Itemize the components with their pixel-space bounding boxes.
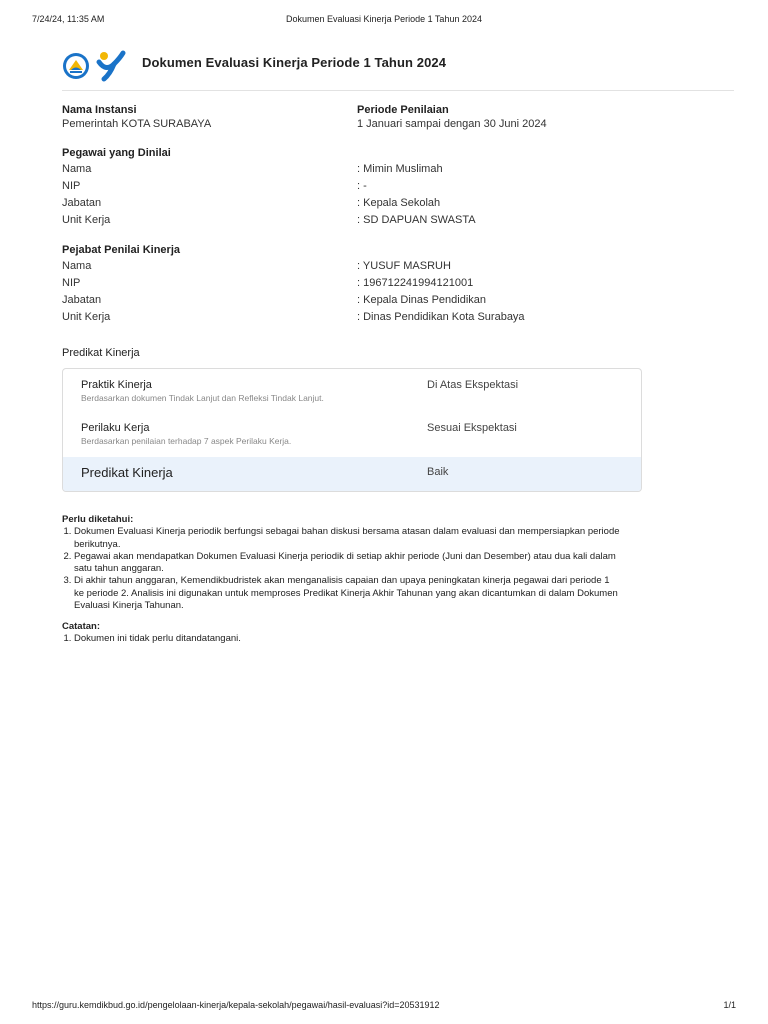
pegawai-key: Jabatan: [62, 197, 102, 209]
catatan-section: [62, 621, 622, 646]
instansi-periode-section: [62, 104, 712, 132]
document-header: [62, 48, 734, 91]
catatan-list: [62, 633, 622, 645]
pejabat-value: : YUSUF MASRUH: [357, 260, 451, 272]
pejabat-row-jabatan: [62, 294, 712, 311]
periode-value: 1 Januari sampai dengan 30 Juni 2024: [357, 118, 547, 130]
pejabat-key: Unit Kerja: [62, 311, 111, 323]
pegawai-title: Pegawai yang Dinilai: [62, 147, 171, 159]
list-item: 1. Dokumen ini tidak perlu ditandatangani.: [74, 633, 622, 645]
pejabat-value: : Dinas Pendidikan Kota Surabaya: [357, 311, 525, 323]
list-item: 3. Di akhir tahun anggaran, Kemendikbudristek akan menganalisis capaian dan upaya peningkatan kinerja pegawai dari periode 1 ke periode 2. Analisis ini digunakan untuk memproses Predikat Kinerja Akhir Tahunan yang akan dicantumkan di dalam Dokumen Evaluasi Kinerja Tahunan.: [74, 575, 622, 612]
tut-wuri-handayani-logo: [62, 52, 90, 80]
pegawai-row-unit-kerja: [62, 214, 712, 231]
pegawai-key: Unit Kerja: [62, 214, 111, 226]
instansi-value: Pemerintah KOTA SURABAYA: [62, 118, 212, 130]
pejabat-row-unit-kerja: [62, 311, 712, 328]
pegawai-value: : Kepala Sekolah: [357, 197, 441, 209]
predikat-item-result: Di Atas Ekspektasi: [427, 379, 519, 391]
catatan-title: Catatan:: [62, 621, 101, 632]
pegawai-section: [62, 147, 712, 231]
predikat-total-row: [63, 457, 641, 491]
predikat-total-name: Predikat Kinerja: [81, 465, 173, 480]
notes-list: [62, 526, 622, 612]
predikat-card: [62, 368, 642, 492]
predikat-item-perilaku: [81, 422, 641, 446]
perlu-diketahui-section: [62, 514, 622, 612]
periode-label: Periode Penilaian: [357, 104, 449, 116]
pejabat-row-nama: [62, 260, 712, 277]
predikat-item-result: Sesuai Ekspektasi: [427, 422, 517, 434]
predikat-item-name: Perilaku Kerja: [81, 422, 150, 434]
page-url: https://guru.kemdikbud.go.id/pengelolaan-kinerja/kepala-sekolah/pegawai/hasil-evaluasi?id=20531912: [32, 1000, 440, 1010]
pejabat-section: [62, 244, 712, 328]
predikat-section-title: [62, 347, 712, 359]
pegawai-value: : -: [357, 180, 367, 192]
predikat-item-name: Praktik Kinerja: [81, 379, 152, 391]
predikat-title: Predikat Kinerja: [62, 347, 140, 359]
print-title: Dokumen Evaluasi Kinerja Periode 1 Tahun 2024: [286, 14, 482, 24]
instansi-label: Nama Instansi: [62, 104, 137, 116]
pegawai-value: : Mimin Muslimah: [357, 163, 443, 175]
pegawai-key: NIP: [62, 180, 81, 192]
list-item: 2. Pegawai akan mendapatkan Dokumen Evaluasi Kinerja periodik di setiap akhir periode (Juni dan Desember) atau dua kali dalam satu tahun anggaran.: [74, 551, 622, 576]
predikat-item-desc: Berdasarkan penilaian terhadap 7 aspek Perilaku Kerja.: [81, 436, 292, 446]
predikat-item-desc: Berdasarkan dokumen Tindak Lanjut dan Refleksi Tindak Lanjut.: [81, 393, 324, 403]
pegawai-row-nip: [62, 180, 712, 197]
predikat-total-result: Baik: [427, 466, 449, 478]
pegawai-row-nama: [62, 163, 712, 180]
pejabat-key: Nama: [62, 260, 92, 272]
pejabat-key: Jabatan: [62, 294, 102, 306]
pejabat-title: Pejabat Penilai Kinerja: [62, 244, 180, 256]
print-datetime: 7/24/24, 11:35 AM: [32, 14, 105, 24]
pejabat-key: NIP: [62, 277, 81, 289]
pejabat-value: : 196712241994121001: [357, 277, 474, 289]
notes-title: Perlu diketahui:: [62, 514, 134, 525]
predikat-item-praktik: [81, 379, 641, 403]
merdeka-belajar-logo: [96, 50, 126, 82]
pegawai-key: Nama: [62, 163, 92, 175]
list-item: 1. Dokumen Evaluasi Kinerja periodik berfungsi sebagai bahan diskusi bersama atasan dalam evaluasi dan mempersiapkan periode berikutnya.: [74, 526, 622, 551]
document-title: Dokumen Evaluasi Kinerja Periode 1 Tahun 2024: [142, 55, 447, 70]
pejabat-value: : Kepala Dinas Pendidikan: [357, 294, 487, 306]
pegawai-value: : SD DAPUAN SWASTA: [357, 214, 476, 226]
pegawai-row-jabatan: [62, 197, 712, 214]
pejabat-row-nip: [62, 277, 712, 294]
page-count: 1/1: [723, 1000, 736, 1010]
